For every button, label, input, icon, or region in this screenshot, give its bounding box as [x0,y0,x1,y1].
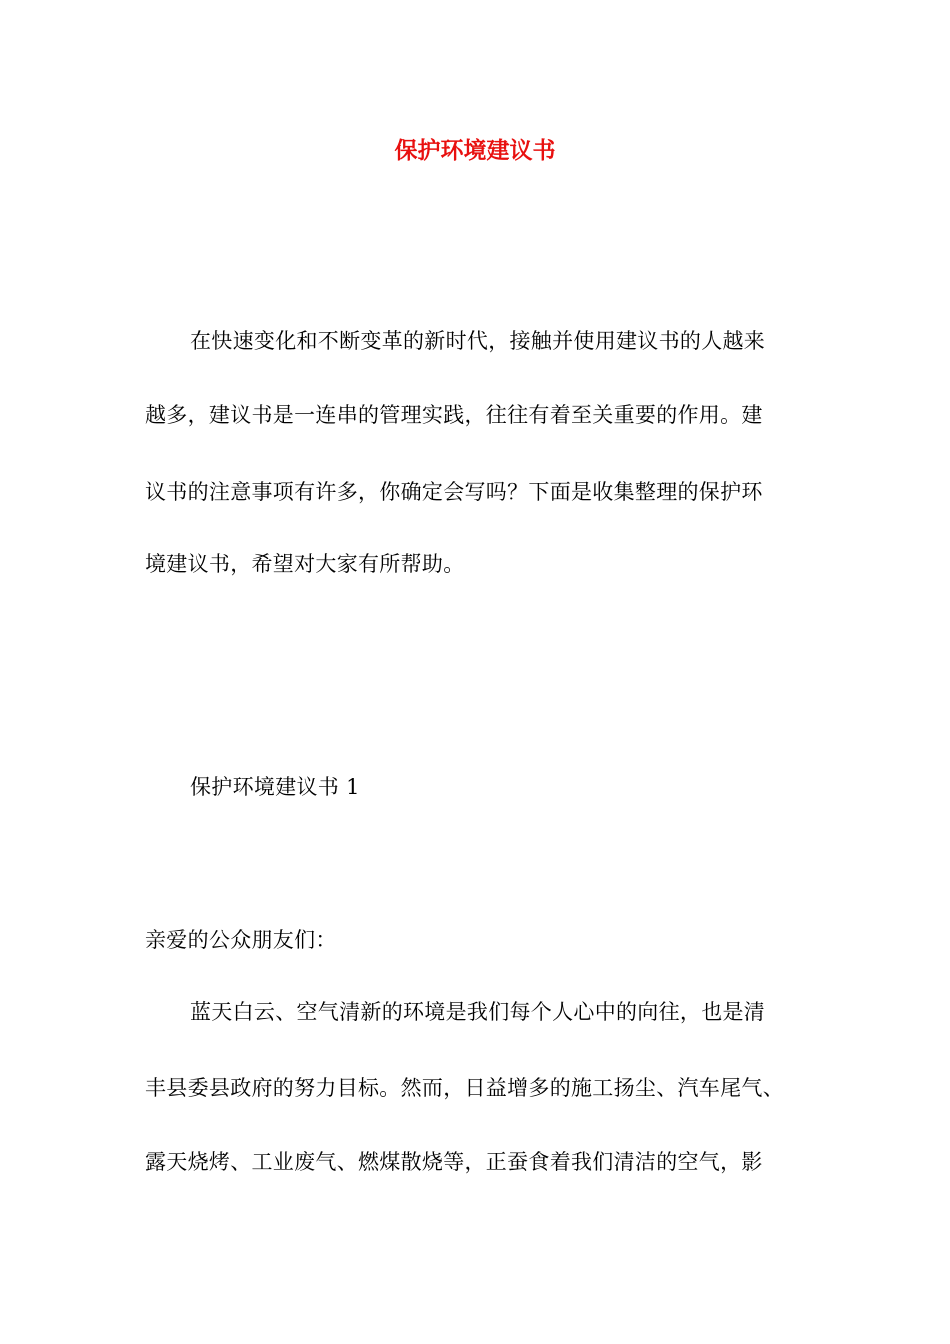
body-line-2: 丰县委县政府的努力目标。然而，日益增多的施工扬尘、汽车尾气、 [145,1076,784,1100]
intro-line-3: 议书的注意事项有许多，你确定会写吗？下面是收集整理的保护环 [145,480,763,504]
body-line-1: 蓝天白云、空气清新的环境是我们每个人心中的向往，也是清 [190,1000,766,1024]
body-line-3: 露天烧烤、工业废气、燃煤散烧等，正蚕食着我们清洁的空气，影 [145,1150,763,1174]
intro-line-4: 境建议书，希望对大家有所帮助。 [145,552,465,576]
intro-line-1: 在快速变化和不断变革的新时代，接触并使用建议书的人越来 [190,329,766,353]
salutation: 亲爱的公众朋友们： [145,928,337,952]
section-heading: 保护环境建议书 1 [190,775,360,799]
document-title: 保护环境建议书 [394,137,556,164]
intro-line-2: 越多，建议书是一连串的管理实践，往往有着至关重要的作用。建 [145,403,763,427]
